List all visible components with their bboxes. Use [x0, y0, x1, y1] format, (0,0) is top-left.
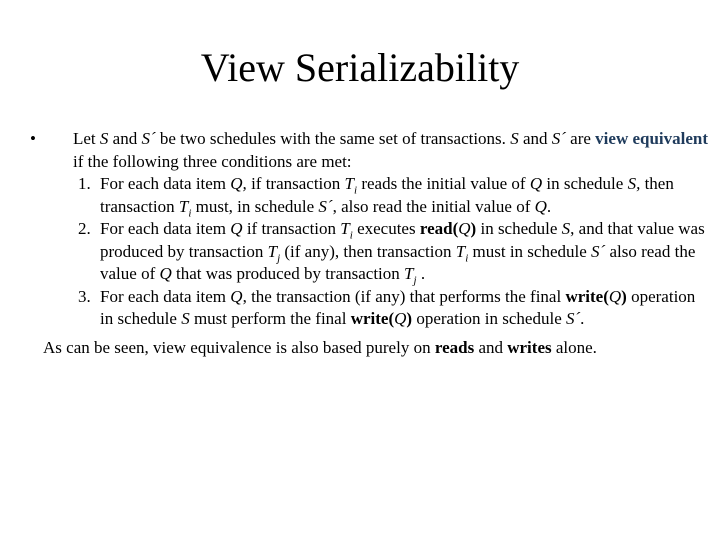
condition-1 [30, 173, 710, 218]
condition-text: For each data item Q, the transaction (if any) that performs the final write(Q) operation in schedule S must perform the final write(Q) operation in schedule S´. [100, 286, 696, 328]
slide-title: View Serializability [200, 45, 520, 90]
condition-number: 1. [78, 174, 91, 193]
condition-3 [30, 286, 710, 331]
condition-2 [30, 218, 710, 286]
view-equivalent-term: view equivalent [595, 129, 709, 148]
closing-paragraph: As can be seen, view equivalence is also based purely on reads and writes alone. [43, 337, 597, 357]
condition-number: 3. [78, 286, 91, 306]
condition-text: For each data item Q if transaction $T_i$ executes read(Q) in schedule S, and that value was produced by transaction $T_j$ (if any), then transaction $T_i$ must in schedule S´ also read the value of Q that was produced by transaction $T_j$ . [100, 219, 705, 287]
slide-body [30, 128, 710, 361]
condition-text: For each data item Q, if transaction $T_i$ reads the initial value of Q in schedule S, then transaction $T_i$ must, in schedule S´, also read the initial value of Q. [100, 174, 674, 219]
condition-number: 2. [78, 219, 91, 238]
bullet-point [30, 128, 710, 173]
intro-text: Let S and S´ be two schedules with the same set of transactions. S and S´ are view equivalent if the following three conditions are met: [73, 129, 709, 171]
bullet-icon: • [30, 129, 36, 148]
